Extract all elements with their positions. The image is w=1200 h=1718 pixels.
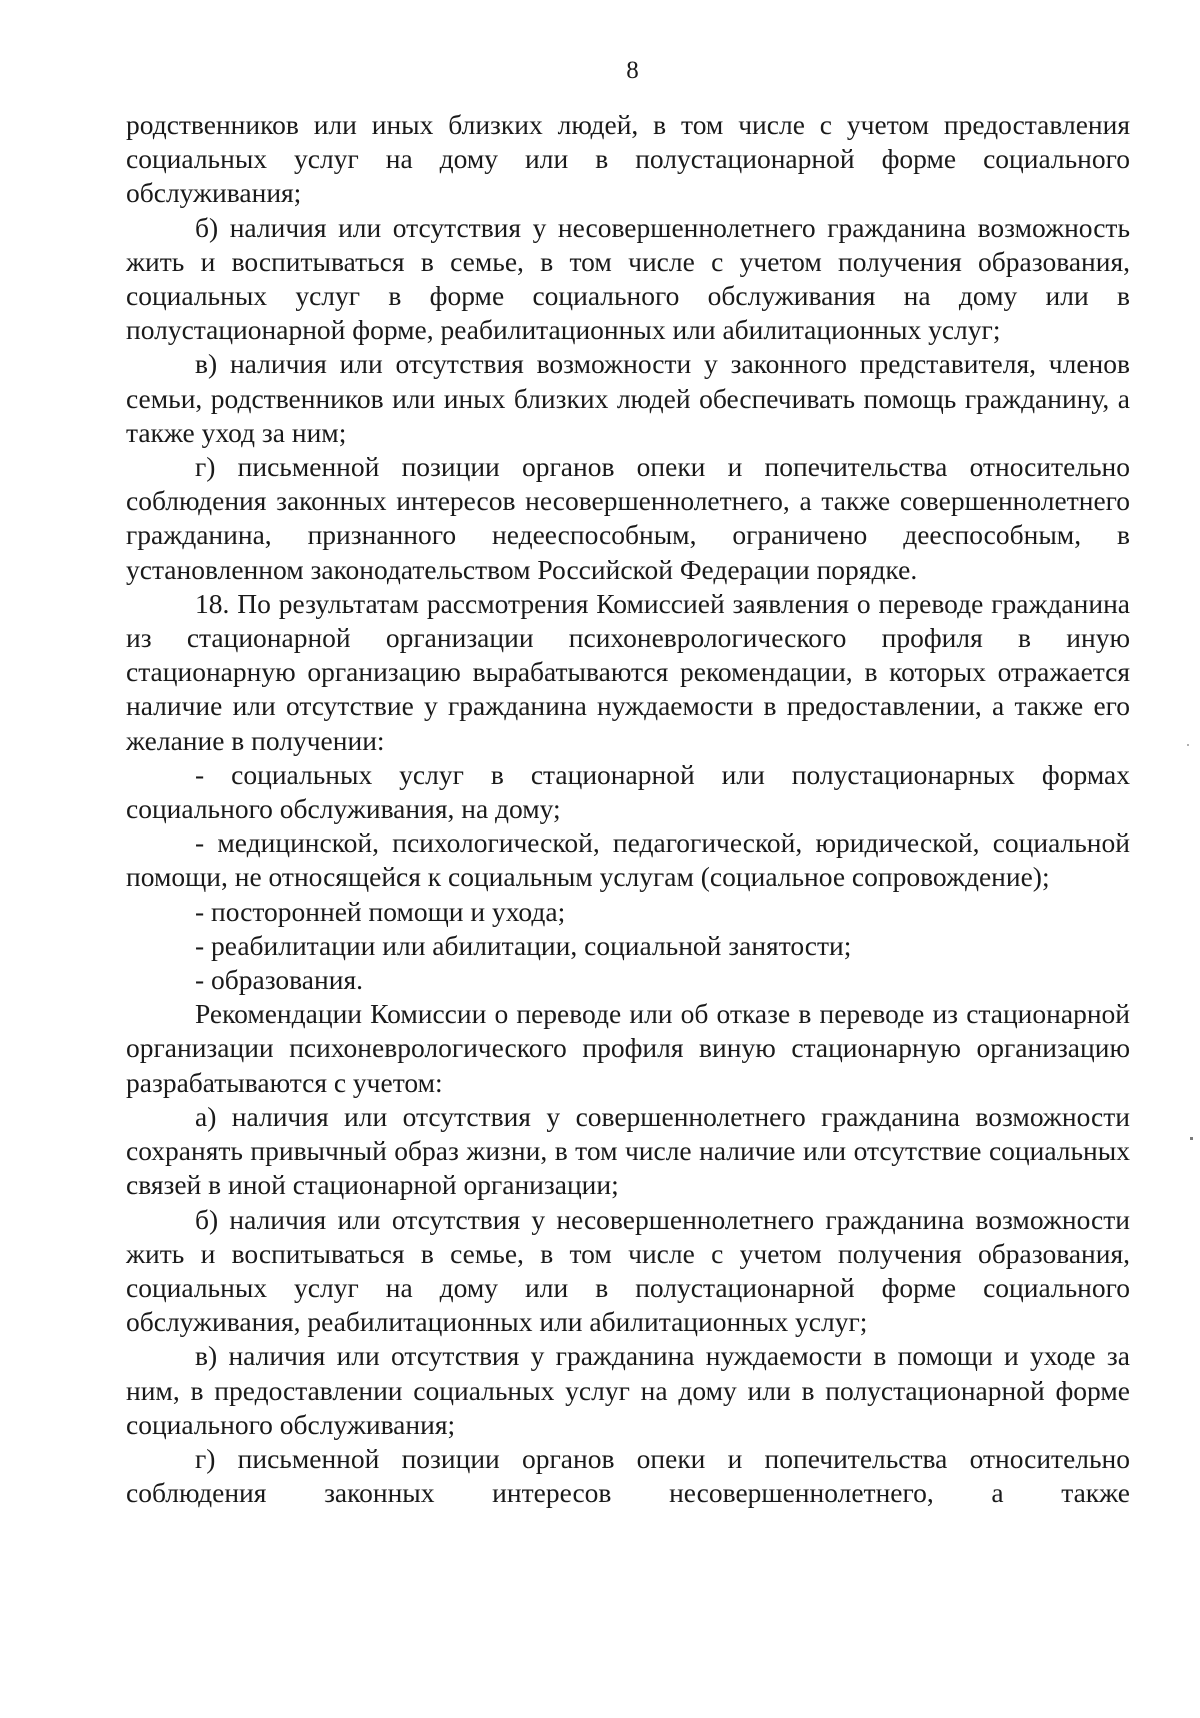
paragraph-item-v-2: в) наличия или отсутствия у гражданина нуждаемости в помощи и уходе за ним, в предоставлении социальных услуг на дому или в полустационарной форме социального обслуживания; bbox=[126, 1340, 1130, 1440]
paragraph-item-g: г) письменной позиции органов опеки и попечительства относительно соблюдения законных интересов несовершеннолетнего, а также совершеннолетнего гражданина, признанного недееспособным, ограничено дееспособным, в установленном законодательством Российской Федерации порядке. bbox=[126, 451, 1130, 585]
scan-artifact bbox=[1190, 1137, 1193, 1140]
paragraph-item-g-2: г) письменной позиции органов опеки и попечительства относительно соблюдения законных интересов несовершеннолетнего, а также bbox=[126, 1442, 1130, 1509]
paragraph-item-b: б) наличия или отсутствия у несовершеннолетнего гражданина возможность жить и воспитываться в семье, в том числе с учетом получения образования, социальных услуг в форме социального обслуживания на дому или в полустационарной форме, реабилитационных или абилитационных услуг; bbox=[126, 211, 1130, 346]
paragraph-continuation: родственников или иных близких людей, в том числе с учетом предоставления социальных услуг на дому или в полустационарной форме социального обслуживания; bbox=[126, 109, 1130, 209]
list-item-social-services: - социальных услуг в стационарной или полустационарных формах социального обслуживания, на дому; bbox=[126, 758, 1130, 825]
scan-artifact bbox=[1187, 744, 1189, 746]
paragraph-item-a: а) наличия или отсутствия у совершеннолетнего гражданина возможности сохранять привычный образ жизни, в том числе наличие или отсутствие социальных связей в иной стационарной организации; bbox=[126, 1100, 1130, 1201]
paragraph-item-b-2: б) наличия или отсутствия у несовершеннолетнего гражданина возможности жить и воспитываться в семье, в том числе с учетом получения образования, социальных услуг на дому или в полустационарной форме социального обслуживания, реабилитационных или абилитационных услуг; bbox=[126, 1203, 1130, 1338]
paragraph-recommendations: Рекомендации Комиссии о переводе или об отказе в переводе из стационарной организации психоневрологического профиля виную стационарную организацию разрабатываются с учетом: bbox=[126, 998, 1130, 1098]
document-body bbox=[126, 108, 1130, 1510]
paragraph-clause-18: 18. По результатам рассмотрения Комиссией заявления о переводе гражданина из стационарной организации психоневрологического профиля в иную стационарную организацию вырабатываются рекомендации, в которых отражается наличие или отсутствие у гражданина нуждаемости в предоставлении, а также его желание в получении: bbox=[126, 587, 1130, 756]
list-item-medical-help: - медицинской, психологической, педагогической, юридической, социальной помощи, не относящейся к социальным услугам (социальное сопровождение); bbox=[126, 827, 1130, 893]
page-number: 8 bbox=[626, 57, 639, 84]
paragraph-item-v: в) наличия или отсутствия возможности у законного представителя, членов семьи, родственников или иных близких людей обеспечивать помощь гражданину, а также уход за ним; bbox=[126, 348, 1130, 448]
list-item-rehabilitation: - реабилитации или абилитации, социальной занятости; bbox=[195, 929, 852, 961]
list-item-education: - образования. bbox=[195, 964, 363, 996]
list-item-outside-help: - посторонней помощи и ухода; bbox=[195, 895, 566, 927]
